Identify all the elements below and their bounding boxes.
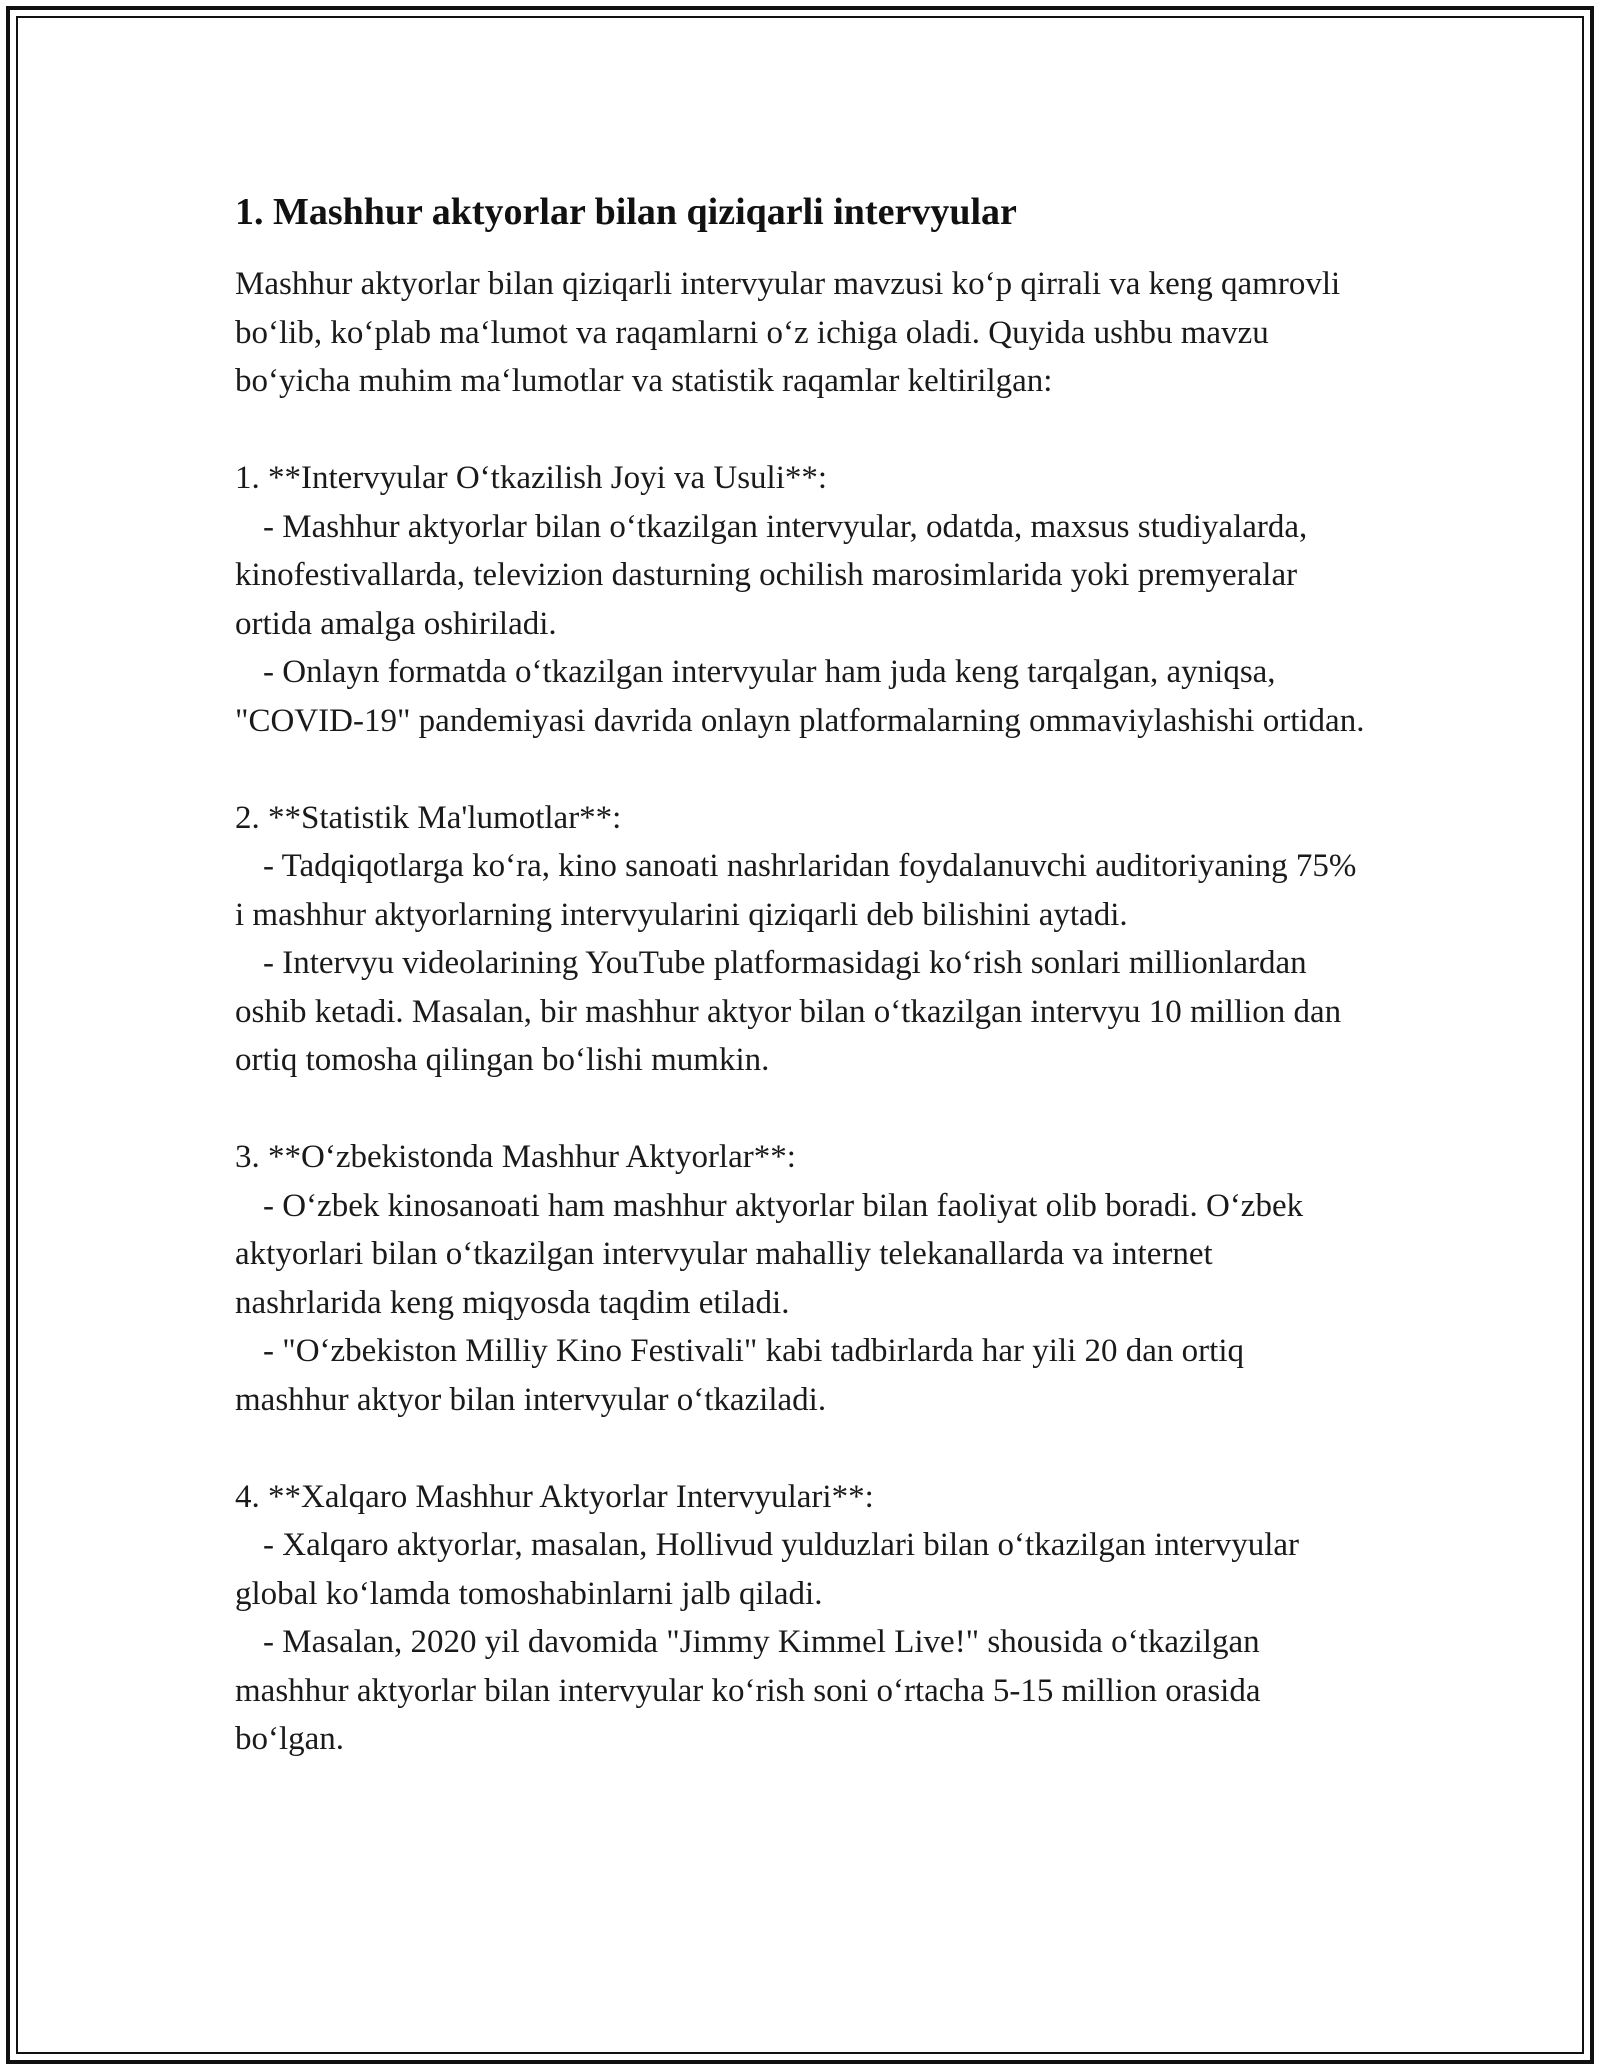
spacer xyxy=(235,1424,1365,1473)
section-1 xyxy=(235,454,1365,745)
section-2 xyxy=(235,794,1365,1085)
intro-paragraph: Mashhur aktyorlar bilan qiziqarli intervyular mavzusi ko‘p qirrali va keng qamrovli bo‘lib, ko‘plab ma‘lumot va raqamlarni o‘z ichiga oladi. Quyida ushbu mavzu bo‘yicha muhim ma‘lumotlar va statistik raqamlar keltirilgan: xyxy=(235,266,1349,399)
document-body xyxy=(235,186,1365,1764)
bullet-item: - Mashhur aktyorlar bilan o‘tkazilgan intervyular, odatda, maxsus studiyalarda, kinofestivallarda, televizion dasturning ochilish marosimlarida yoki premyeralar ortida amalga oshiriladi. xyxy=(235,508,1308,642)
spacer xyxy=(235,745,1365,794)
bullet-item: - O‘zbek kinosanoati ham mashhur aktyorlar bilan faoliyat olib boradi. O‘zbek aktyorlari bilan o‘tkazilgan intervyular mahalliy telekanallarda va internet nashrlarida keng miqyosda taqdim etiladi. xyxy=(235,1187,1304,1321)
bullet-item: - Tadqiqotlarga ko‘ra, kino sanoati nashrlaridan foydalanuvchi auditoriyaning 75% i mashhur aktyorlarning intervyularini qiziqarli deb bilishini aytadi. xyxy=(235,848,1357,933)
document-title: 1. Mashhur aktyorlar bilan qiziqarli intervyular xyxy=(235,191,1017,233)
section-heading: 3. **O‘zbekistonda Mashhur Aktyorlar**: xyxy=(235,1139,796,1175)
bullet-item: - Intervyu videolarining YouTube platformasidagi ko‘rish sonlari millionlardan oshib ketadi. Masalan, bir mashhur aktyor bilan o‘tkazilgan intervyu 10 million dan ortiq tomosha qilingan bo‘lishi mumkin. xyxy=(235,945,1342,1078)
section-heading: 2. **Statistik Ma'lumotlar**: xyxy=(235,799,622,836)
bullet-item: - Onlayn formatda o‘tkazilgan intervyular ham juda keng tarqalgan, ayniqsa, "COVID-19" pandemiyasi davrida onlayn platformalarning ommaviylashishi ortidan. xyxy=(235,654,1365,739)
bullet-item: - "O‘zbekiston Milliy Kino Festivali" kabi tadbirlarda har yili 20 dan ortiq mashhur aktyor bilan intervyular o‘tkaziladi. xyxy=(235,1333,1245,1418)
bullet-item: - Masalan, 2020 yil davomida "Jimmy Kimmel Live!" shousida o‘tkazilgan mashhur aktyorlar bilan intervyular ko‘rish soni o‘rtacha 5-15 million orasida bo‘lgan. xyxy=(235,1624,1261,1757)
section-4 xyxy=(235,1473,1365,1764)
spacer xyxy=(235,406,1365,455)
spacer xyxy=(235,1085,1365,1134)
section-3 xyxy=(235,1133,1365,1424)
section-heading: 1. **Intervyular O‘tkazilish Joyi va Usuli**: xyxy=(235,460,828,496)
section-heading: 4. **Xalqaro Mashhur Aktyorlar Intervyulari**: xyxy=(235,1478,874,1515)
bullet-item: - Xalqaro aktyorlar, masalan, Hollivud yulduzlari bilan o‘tkazilgan intervyular global ko‘lamda tomoshabinlarni jalb qiladi. xyxy=(235,1527,1300,1612)
